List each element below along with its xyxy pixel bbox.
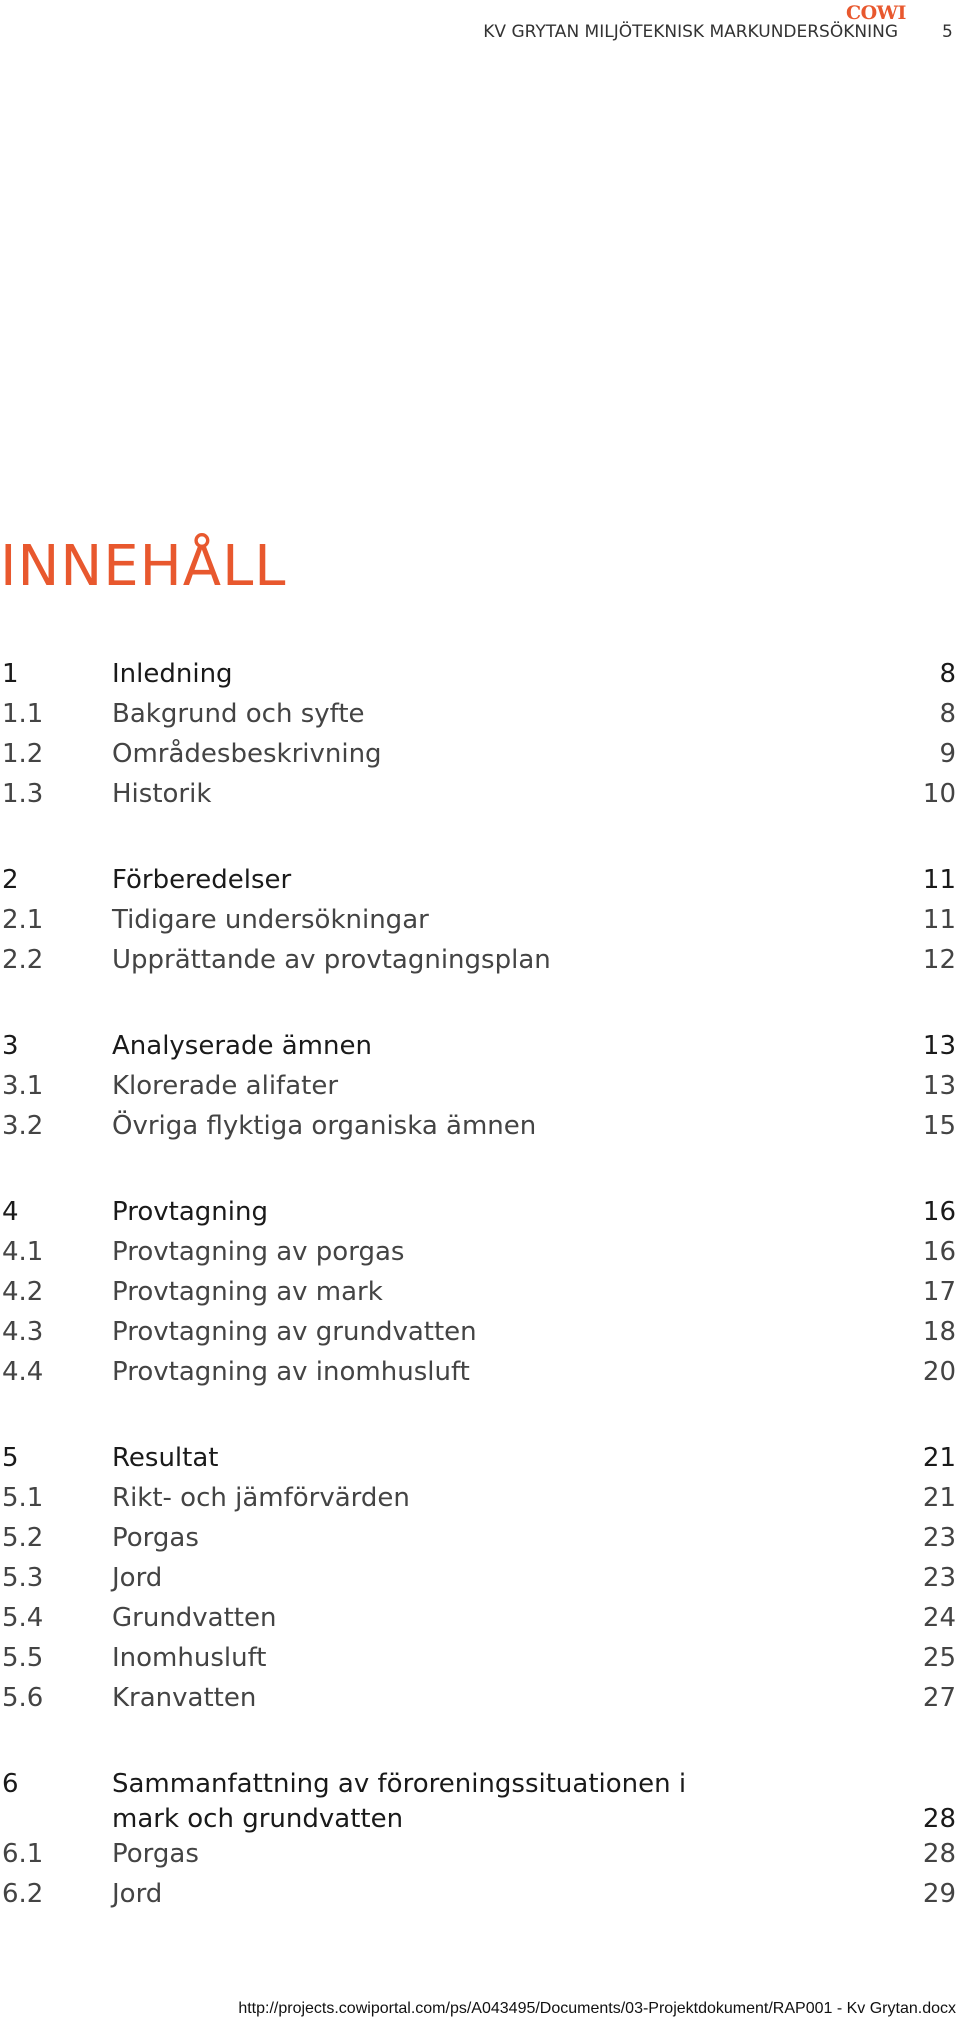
toc-entry-title: Jord <box>112 1879 163 1909</box>
toc-entry-page: 18 <box>922 1317 956 1347</box>
toc-entry-title: Inomhusluft <box>112 1643 267 1673</box>
toc-entry-number: 5 <box>2 1443 19 1473</box>
toc-entry-number: 5.6 <box>2 1683 44 1713</box>
toc-entry-title: Provtagning <box>112 1197 268 1227</box>
toc-chapter-entry[interactable] <box>0 1438 960 1478</box>
toc-entry-number: 4.2 <box>2 1277 44 1307</box>
toc-section-entry[interactable] <box>0 734 960 774</box>
toc-entry-page: 16 <box>922 1197 956 1227</box>
toc-section-entry[interactable] <box>0 900 960 940</box>
toc-section-entry[interactable] <box>0 1478 960 1518</box>
toc-entry-number: 2.1 <box>2 905 44 935</box>
toc-entry-title: Provtagning av grundvatten <box>112 1317 477 1347</box>
toc-entry-number: 4.3 <box>2 1317 44 1347</box>
toc-entry-page: 9 <box>939 739 956 769</box>
toc-section-entry[interactable] <box>0 940 960 980</box>
toc-section-entry[interactable] <box>0 1312 960 1352</box>
toc-group <box>0 1192 960 1392</box>
toc-entry-title: Provtagning av inomhusluft <box>112 1357 470 1387</box>
toc-chapter-entry[interactable] <box>0 1764 960 1834</box>
toc-entry-page: 29 <box>922 1879 956 1909</box>
page-number: 5 <box>942 22 953 42</box>
toc-section-entry[interactable] <box>0 1598 960 1638</box>
toc-entry-number: 1.2 <box>2 739 44 769</box>
toc-chapter-entry[interactable] <box>0 1026 960 1066</box>
toc-section-entry[interactable] <box>0 1638 960 1678</box>
toc-entry-page: 24 <box>922 1603 956 1633</box>
toc-entry-page: 8 <box>939 699 956 729</box>
toc-section-entry[interactable] <box>0 1874 960 1914</box>
toc-entry-title: Förberedelser <box>112 865 292 895</box>
toc-entry-number: 3.2 <box>2 1111 44 1141</box>
toc-entry-title: Analyserade ämnen <box>112 1031 372 1061</box>
toc-entry-number: 4 <box>2 1197 19 1227</box>
toc-section-entry[interactable] <box>0 1558 960 1598</box>
toc-group <box>0 1026 960 1146</box>
toc-group <box>0 1764 960 1914</box>
toc-entry-title: Provtagning av mark <box>112 1277 383 1307</box>
toc-entry-title: Grundvatten <box>112 1603 277 1633</box>
toc-entry-title: Kranvatten <box>112 1683 257 1713</box>
toc-entry-page: 23 <box>922 1563 956 1593</box>
toc-entry-page: 15 <box>922 1111 956 1141</box>
toc-entry-number: 5.2 <box>2 1523 44 1553</box>
toc-entry-number: 3.1 <box>2 1071 44 1101</box>
toc-entry-title: Övriga flyktiga organiska ämnen <box>112 1111 537 1141</box>
company-logo: COWI <box>846 2 906 24</box>
toc-entry-number: 1.1 <box>2 699 44 729</box>
toc-entry-number: 1.3 <box>2 779 44 809</box>
toc-entry-page: 28 <box>922 1839 956 1869</box>
toc-chapter-entry[interactable] <box>0 654 960 694</box>
toc-entry-page: 13 <box>922 1071 956 1101</box>
toc-entry-title: Resultat <box>112 1443 219 1473</box>
toc-entry-title: Historik <box>112 779 212 809</box>
toc-entry-number: 5.5 <box>2 1643 44 1673</box>
toc-entry-page: 13 <box>922 1031 956 1061</box>
toc-entry-title: Bakgrund och syfte <box>112 699 365 729</box>
toc-entry-number: 5.3 <box>2 1563 44 1593</box>
toc-entry-page: 11 <box>922 905 956 935</box>
toc-entry-number: 5.4 <box>2 1603 44 1633</box>
toc-entry-number: 2.2 <box>2 945 44 975</box>
toc-entry-title: Rikt- och jämförvärden <box>112 1483 410 1513</box>
toc-entry-page: 8 <box>939 659 956 689</box>
toc-entry-page: 12 <box>922 945 956 975</box>
toc-entry-number: 1 <box>2 659 19 689</box>
toc-chapter-entry[interactable] <box>0 860 960 900</box>
toc-entry-title: Porgas <box>112 1523 199 1553</box>
toc-title: INNEHÅLL <box>0 534 287 599</box>
toc-entry-title: Provtagning av porgas <box>112 1237 405 1267</box>
toc-section-entry[interactable] <box>0 774 960 814</box>
toc-group <box>0 1438 960 1718</box>
toc-entry-page: 28 <box>922 1804 956 1834</box>
toc-entry-title: Porgas <box>112 1839 199 1869</box>
toc-entry-title: Upprättande av provtagningsplan <box>112 945 551 975</box>
toc-group <box>0 654 960 814</box>
toc-section-entry[interactable] <box>0 1678 960 1718</box>
toc-entry-page: 10 <box>922 779 956 809</box>
table-of-contents <box>0 654 960 1960</box>
toc-entry-title: Inledning <box>112 659 233 689</box>
toc-section-entry[interactable] <box>0 1106 960 1146</box>
toc-group <box>0 860 960 980</box>
toc-entry-number: 4.1 <box>2 1237 44 1267</box>
toc-entry-number: 5.1 <box>2 1483 44 1513</box>
toc-section-entry[interactable] <box>0 1352 960 1392</box>
toc-section-entry[interactable] <box>0 1834 960 1874</box>
toc-entry-title: Jord <box>112 1563 163 1593</box>
toc-entry-number: 3 <box>2 1031 19 1061</box>
toc-section-entry[interactable] <box>0 1066 960 1106</box>
toc-entry-page: 25 <box>922 1643 956 1673</box>
toc-entry-number: 2 <box>2 865 19 895</box>
toc-entry-page: 11 <box>922 865 956 895</box>
running-header: KV GRYTAN MILJÖTEKNISK MARKUNDERSÖKNING <box>483 22 898 42</box>
toc-entry-page: 23 <box>922 1523 956 1553</box>
toc-section-entry[interactable] <box>0 1518 960 1558</box>
toc-entry-page: 20 <box>922 1357 956 1387</box>
toc-entry-title: Sammanfattning av föroreningssituationen i mark och grundvatten <box>112 1769 687 1834</box>
toc-entry-title: Tidigare undersökningar <box>112 905 429 935</box>
toc-section-entry[interactable] <box>0 1232 960 1272</box>
toc-entry-number: 6 <box>2 1769 19 1799</box>
toc-entry-title: Klorerade alifater <box>112 1071 339 1101</box>
footer-file-path: http://projects.cowiportal.com/ps/A043495/Documents/03-Projektdokument/RAP001 - Kv Grytan.docx <box>238 2000 956 2017</box>
toc-entry-page: 16 <box>922 1237 956 1267</box>
toc-entry-number: 6.1 <box>2 1839 44 1869</box>
toc-entry-number: 6.2 <box>2 1879 44 1909</box>
toc-entry-page: 21 <box>922 1443 956 1473</box>
toc-entry-page: 27 <box>922 1683 956 1713</box>
toc-section-entry[interactable] <box>0 694 960 734</box>
toc-entry-page: 17 <box>922 1277 956 1307</box>
toc-chapter-entry[interactable] <box>0 1192 960 1232</box>
toc-section-entry[interactable] <box>0 1272 960 1312</box>
toc-entry-number: 4.4 <box>2 1357 44 1387</box>
toc-entry-page: 21 <box>922 1483 956 1513</box>
toc-entry-title: Områdesbeskrivning <box>112 739 382 769</box>
